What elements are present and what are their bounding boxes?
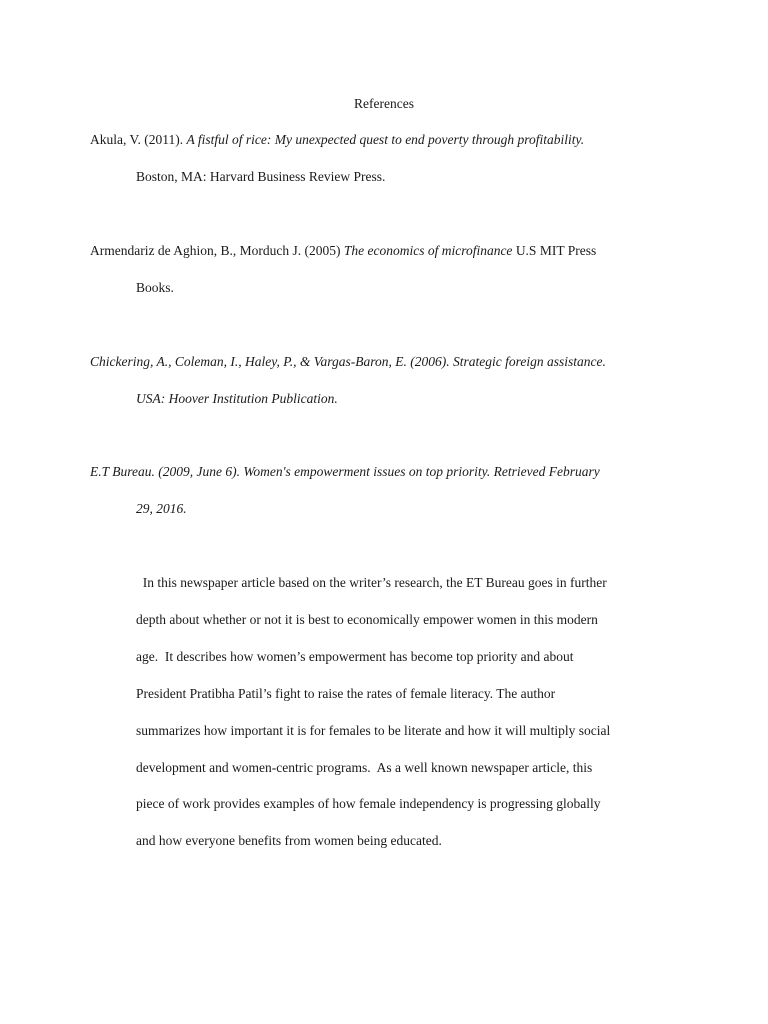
annotation-line: summarizes how important it is for females to be literate and how it will multiply social <box>136 723 611 738</box>
reference-akula <box>90 131 584 149</box>
annotation-line: piece of work provides examples of how female independency is progressing globally <box>136 796 601 811</box>
reference-author: Akula, V. (2011). <box>90 132 184 147</box>
reference-armendariz <box>90 242 596 260</box>
annotation-line: development and women-centric programs. As a well known newspaper article, this <box>136 760 593 775</box>
reference-title: The economics of microfinance <box>343 243 513 258</box>
reference-continuation: USA: Hoover Institution Publication. <box>136 391 338 406</box>
reference-et-bureau: E.T Bureau. (2009, June 6). Women's empowerment issues on top priority. Retrieved February <box>90 464 600 479</box>
reference-author: Armendariz de Aghion, B., Morduch J. (2005) <box>90 243 341 258</box>
reference-continuation: Boston, MA: Harvard Business Review Press. <box>136 169 386 184</box>
reference-continuation: 29, 2016. <box>136 501 187 516</box>
annotation-line: President Pratibha Patil’s fight to raise the rates of female literacy. The author <box>136 686 556 701</box>
annotation-line: and how everyone benefits from women being educated. <box>136 833 442 848</box>
reference-publisher: U.S MIT Press <box>515 243 597 258</box>
reference-continuation: Books. <box>136 280 174 295</box>
annotation-line: depth about whether or not it is best to economically empower women in this modern <box>136 612 598 627</box>
reference-chickering: Chickering, A., Coleman, I., Haley, P., & Vargas-Baron, E. (2006). Strategic foreign assistance. <box>90 354 606 369</box>
annotation-line: In this newspaper article based on the writer’s research, the ET Bureau goes in further <box>136 575 607 590</box>
page-title: References <box>354 96 414 111</box>
annotation-line: age. It describes how women’s empowerment has become top priority and about <box>136 649 574 664</box>
reference-title: A fistful of rice: My unexpected quest to end poverty through profitability. <box>186 132 585 147</box>
